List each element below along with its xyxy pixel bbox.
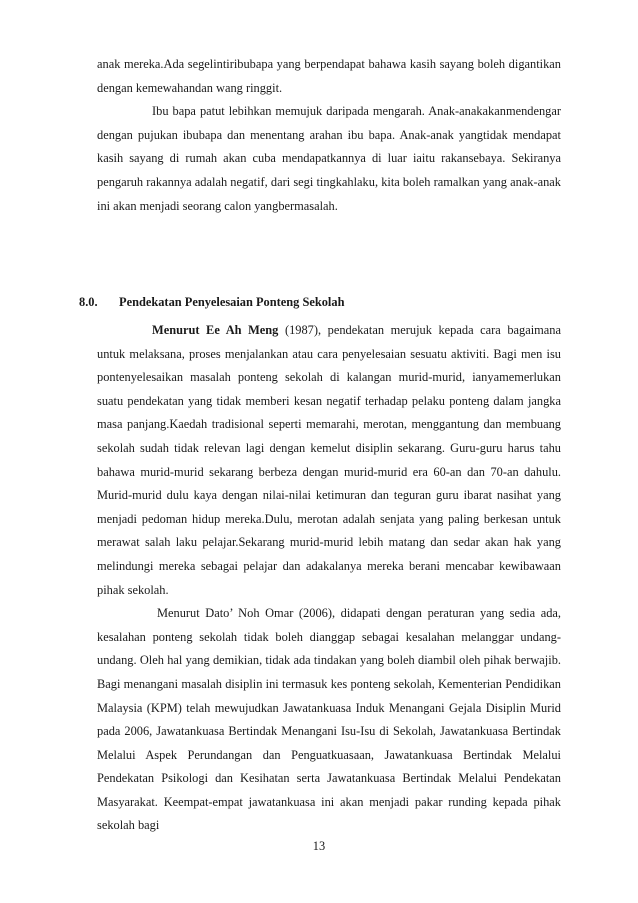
section-number: 8.0. bbox=[79, 295, 98, 309]
paragraph-4: Menurut Dato’ Noh Omar (2006), didapati dengan peraturan yang sedia ada, kesalahan ponteng sekolah tidak boleh dianggap sebagai kesalahan melanggar undang-undang. Oleh hal yang demikian, tidak ada tindakan yang boleh diambil oleh pihak berwajib. Bagi menangani masalah disiplin ini termasuk kes ponteng sekolah, Kementerian Pendidikan Malaysia (KPM) telah mewujudkan Jawatankuasa Induk Menangani Gejala Disiplin Murid pada 2006, Jawatankuasa Bertindak Menangani Isu-Isu di Sekolah, Jawatankuasa Bertindak Melalui Aspek Perundangan dan Penguatkuasaan, Jawatankuasa Bertindak Melalui Pendekatan Psikologi dan Kesihatan serta Jawatankuasa Bertindak Melalui Pendekatan Masyarakat. Keempat-empat jawatankuasa ini akan menjadi pakar runding kepada pihak sekolah bagi bbox=[97, 606, 561, 833]
section-title: Pendekatan Penyelesaian Ponteng Sekolah bbox=[119, 295, 345, 309]
paragraph-3-body: (1987), pendekatan merujuk kepada cara bagaimana untuk melaksana, proses menjalankan atau cara penyelesaian sesuatu aktiviti. Bagi men isu pontenyelesaikan masalah ponteng sekolah di kalangan murid-murid, ianyamemerlukan suatu pendekatan yang tidak memberi kesan negatif terhadap pelaku ponteng dalam jangka masa panjang.Kaedah tradisional seperti memarahi, merotan, menggantung dan membuang sekolah sudah tidak relevan lagi dengan kemelut disiplin sekarang. Guru-guru harus tahu bahawa murid-murid sekarang berbeza dengan murid-murid era 60-an dan 70-an dahulu. Murid-murid dulu kaya dengan nilai-nilai ketimuran dan teguran guru ibarat nasihat yang menjadi pedoman hidup mereka.Dulu, merotan adalah senjata yang paling berkesan untuk merawat salah laku pelajar.Sekarang murid-murid lebih matang dan sedar akan hak yang melindungi mereka sebagai pelajar dan adakalanya mereka berani mencabar kewibawaan pihak sekolah. bbox=[97, 323, 561, 597]
text-block-top bbox=[97, 53, 561, 218]
paragraph-2: Ibu bapa patut lebihkan memujuk daripada mengarah. Anak-anakakanmendengar dengan pujukan ibubapa dan menentang arahan ibu bapa. Anak-anak yangtidak mendapat kasih sayang di rumah akan cuba mendapatkannya di luar iaitu rakansebaya. Sekiranya pengaruh rakannya adalah negatif, dari segi tingkahlaku, kita boleh ramalkan yang anak-anak ini akan menjadi seorang calon yangbermasalah. bbox=[97, 104, 561, 213]
paragraph-1: anak mereka.Ada segelintiribubapa yang berpendapat bahawa kasih sayang boleh digantikan dengan kemewahandan wang ringgit. bbox=[97, 57, 561, 95]
text-block-main bbox=[97, 319, 561, 838]
paragraph-3 bbox=[97, 319, 561, 602]
section-heading bbox=[79, 295, 344, 310]
paragraph-3-lead: Menurut Ee Ah Meng bbox=[152, 323, 279, 337]
page-number: 13 bbox=[312, 839, 326, 853]
